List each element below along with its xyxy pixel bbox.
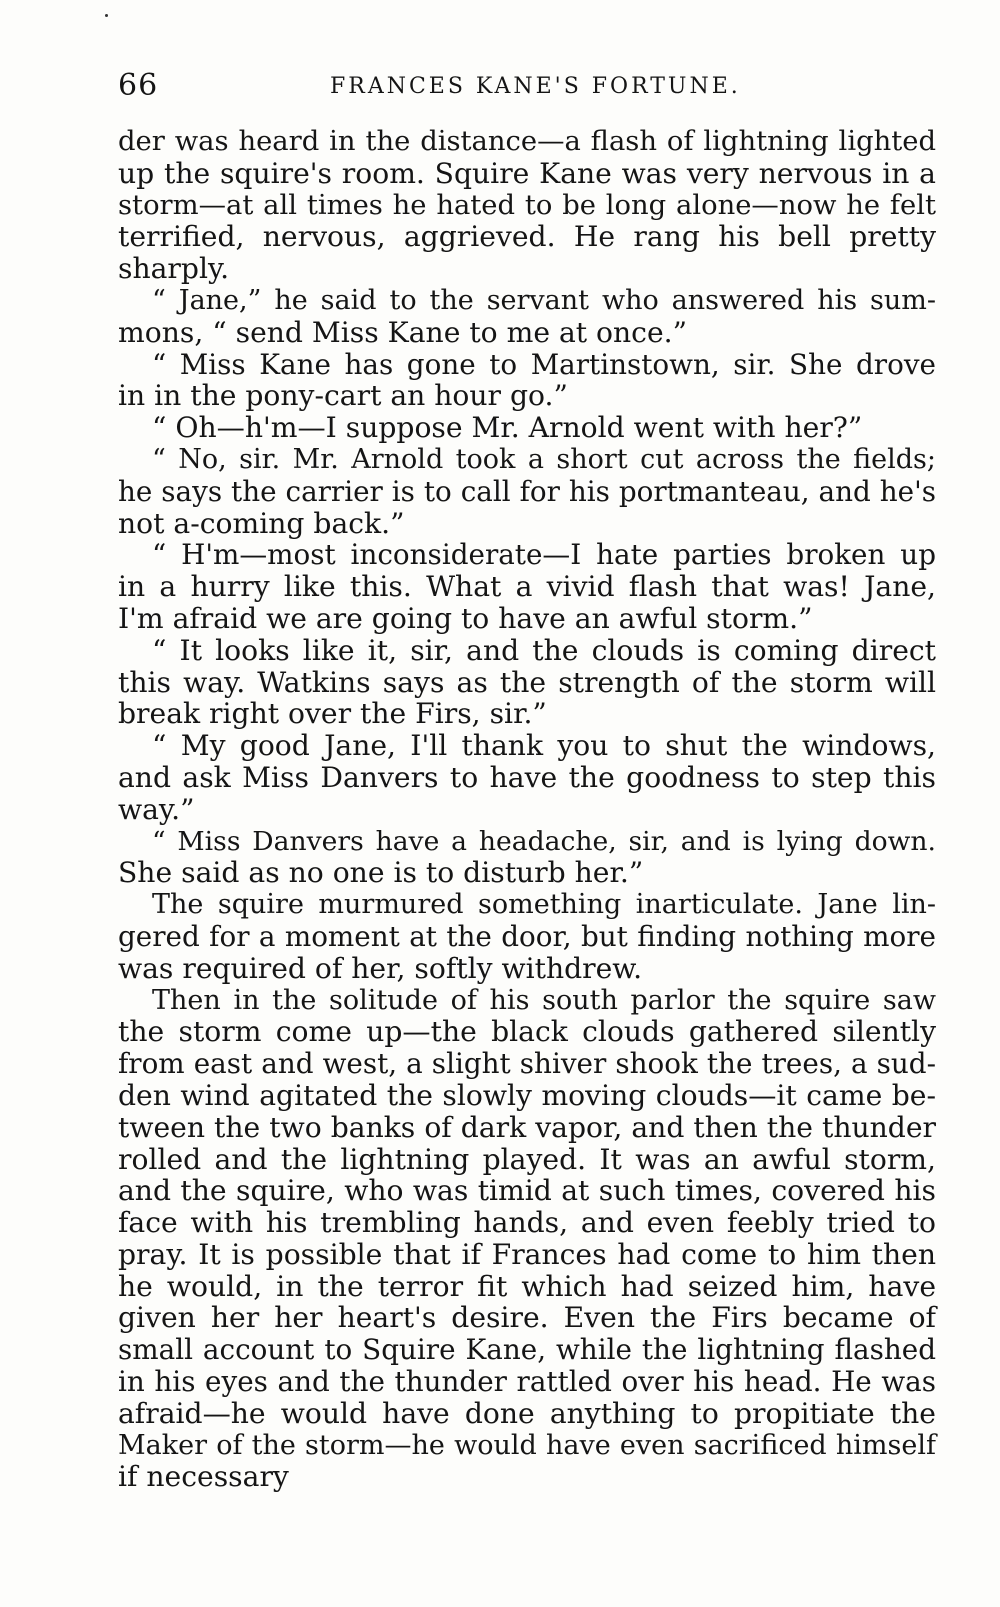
text-line: gered for a moment at the door, but finding nothing more bbox=[118, 919, 936, 953]
text-line: “ It looks like it, sir, and the clouds is coming direct bbox=[152, 633, 936, 667]
text-line: rolled and the lightning played. It was an awful storm, bbox=[118, 1142, 936, 1176]
text-line: he says the carrier is to call for his portmanteau, and he's bbox=[118, 474, 936, 508]
text-line: tween the two banks of dark vapor, and then the thunder bbox=[118, 1110, 936, 1144]
text-line: Then in the solitude of his south parlor the squire saw bbox=[152, 984, 936, 1016]
text-line: The squire murmured something inarticulate. Jane lin- bbox=[152, 889, 936, 921]
text-line: given her her heart's desire. Even the Firs became of bbox=[118, 1301, 936, 1335]
text-line: “ No, sir. Mr. Arnold took a short cut across the fields; bbox=[152, 443, 936, 475]
text-line: Maker of the storm—he would have even sacrificed himself bbox=[118, 1429, 936, 1461]
ink-speck bbox=[105, 14, 108, 17]
text-line: “ Oh—h'm—I suppose Mr. Arnold went with her?” bbox=[152, 411, 863, 445]
text-line: was required of her, softly withdrew. bbox=[118, 951, 643, 985]
text-line: terrified, nervous, aggrieved. He rang his bell pretty bbox=[118, 220, 936, 254]
text-line: and the squire, who was timid at such times, covered his bbox=[118, 1174, 936, 1208]
page-number: 66 bbox=[118, 68, 159, 103]
text-line: face with his trembling hands, and even feebly tried to bbox=[118, 1206, 936, 1240]
text-line: the storm come up—the black clouds gathered silently bbox=[118, 1015, 936, 1049]
text-line: way.” bbox=[118, 792, 195, 826]
text-line: and ask Miss Danvers to have the goodness to step this bbox=[118, 760, 936, 794]
text-line: break right over the Firs, sir.” bbox=[118, 697, 547, 731]
running-head: FRANCES KANE'S FORTUNE. bbox=[330, 74, 741, 99]
text-line: mons, “ send Miss Kane to me at once.” bbox=[118, 315, 688, 349]
text-line: not a-coming back.” bbox=[118, 506, 405, 540]
text-line: if necessary bbox=[118, 1460, 289, 1494]
text-line: “ Miss Danvers have a headache, sir, and is lying down. bbox=[152, 825, 936, 857]
text-line: pray. It is possible that if Frances had come to him then bbox=[118, 1237, 936, 1271]
text-line: up the squire's room. Squire Kane was very nervous in a bbox=[118, 156, 936, 190]
text-line: I'm afraid we are going to have an awful storm.” bbox=[118, 601, 813, 635]
text-line: afraid—he would have done anything to propitiate the bbox=[118, 1396, 936, 1430]
text-line: She said as no one is to disturb her.” bbox=[118, 856, 644, 890]
text-line: “ Jane,” he said to the servant who answered his sum- bbox=[152, 284, 936, 316]
text-line: sharply. bbox=[118, 252, 230, 286]
text-line: den wind agitated the slowly moving clouds—it came be- bbox=[118, 1078, 936, 1112]
text-line: “ H'm—most inconsiderate—I hate parties broken up bbox=[152, 538, 936, 572]
body-text bbox=[118, 126, 936, 1493]
text-line: der was heard in the distance—a flash of lightning lighted bbox=[118, 126, 936, 157]
text-line: from east and west, a slight shiver shook the trees, a sud- bbox=[118, 1047, 936, 1081]
text-line: in in the pony-cart an hour go.” bbox=[118, 379, 568, 413]
text-line: in his eyes and the thunder rattled over his head. He was bbox=[118, 1365, 936, 1399]
page-header bbox=[118, 66, 936, 106]
text-line: he would, in the terror fit which had seized him, have bbox=[118, 1269, 936, 1303]
text-line: “ Miss Kane has gone to Martinstown, sir. She drove bbox=[152, 347, 936, 381]
text-line: “ My good Jane, I'll thank you to shut the windows, bbox=[152, 729, 936, 763]
text-line: small account to Squire Kane, while the lightning flashed bbox=[118, 1333, 936, 1367]
text-line: storm—at all times he hated to be long alone—now he felt bbox=[118, 189, 936, 221]
text-line: in a hurry like this. What a vivid flash that was! Jane, bbox=[118, 570, 936, 604]
text-line: this way. Watkins says as the strength of the storm will bbox=[118, 665, 936, 699]
